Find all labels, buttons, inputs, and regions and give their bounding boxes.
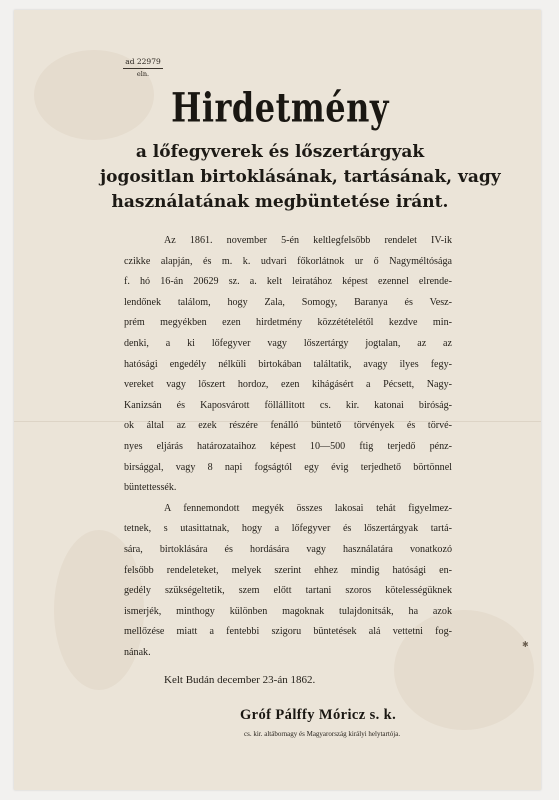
document-body bbox=[124, 231, 452, 663]
subtitle-line: jogositlan birtoklásának, tartásának, vagy bbox=[100, 167, 501, 187]
subtitle-line: a lőfegyverek és lőszertárgyak bbox=[135, 142, 425, 162]
text-line: czikke alapján, és m. k. udvari főkorlátnok ur ő Nagyméltósága bbox=[124, 255, 452, 267]
paragraph-2 bbox=[124, 499, 452, 664]
text-line: lendőnek találom, hogy Zala, Somogy, Baranya és Vesz- bbox=[124, 296, 452, 308]
reference-number bbox=[123, 57, 163, 79]
text-line: Kanizsán és Kaposvárott föllállitott cs. kir. katonai biróság- bbox=[124, 399, 452, 411]
signer-name: Gróf Pálffy Móricz s. k. bbox=[240, 707, 397, 723]
document-title: Hirdetmény bbox=[171, 84, 389, 132]
text-line: mellőzése miatt a fentebbi szigoru büntetések alá vettetni fog- bbox=[124, 626, 452, 638]
reference-sub-text: eln. bbox=[136, 70, 150, 78]
text-line: nának. bbox=[124, 646, 151, 658]
text-line: denki, a ki lőfegyver vagy lőszertárgy jogtalan, az az bbox=[124, 337, 452, 349]
margin-mark: ✱ bbox=[522, 640, 529, 649]
text-line: hatósági engedély nélküli birtokában találtatik, avagy ilyes fegy- bbox=[124, 358, 452, 370]
text-line: tetnek, s utasittatnak, hogy a lőfegyver és lőszertárgyak tartá- bbox=[124, 523, 452, 535]
text-line: A fennemondott megyék összes lakosai tehát figyelmez- bbox=[164, 502, 452, 514]
text-line: gedély szükségeltetik, szem előtt tartani szoros kötelességüknek bbox=[124, 585, 452, 597]
text-line: vereket vagy lőszert hordoz, ezen kihágásért a Pécsett, Nagy- bbox=[124, 379, 452, 391]
date-line: Kelt Budán december 23-án 1862. bbox=[164, 674, 316, 686]
text-line: f. hó 16-án 20629 sz. a. kelt leiratához képest ezennel elrende- bbox=[124, 276, 452, 288]
text-line: prém megyékben ezen hirdetmény közzétételétől kezdve min- bbox=[124, 317, 452, 329]
text-line: Az 1861. november 5-én keltlegfelsőbb rendelet IV-ik bbox=[164, 235, 452, 246]
text-line: büntettessék. bbox=[124, 482, 177, 494]
text-line: nyes eljárás határozataihoz képest 10—500 ftig terjedő pénz- bbox=[124, 440, 452, 452]
signer-title: cs. kir. altábornagy és Magyarország királyi helytartója. bbox=[244, 730, 401, 738]
text-line: birsággal, vagy 8 napi fogságtól egy évig terjedhető börtönnel bbox=[124, 461, 452, 473]
reference-number-text: ad 22979 bbox=[123, 57, 163, 69]
subtitle-line: használatának megbüntetése iránt. bbox=[111, 192, 449, 212]
text-line: ok által az ezek részére fenálló büntető törvények és törvé- bbox=[124, 420, 452, 432]
text-line: ismerjék, minthogy különben magoknak tulajdonitsák, ha azok bbox=[124, 605, 452, 617]
paragraph-1 bbox=[124, 231, 452, 499]
text-line: sára, birtoklására és hordására vagy használatára vonatkozó bbox=[124, 543, 452, 555]
document-subtitle bbox=[100, 140, 501, 215]
text-line: felsőbb rendeleteket, melyek szerint ehhez mindig hatósági en- bbox=[124, 564, 452, 576]
